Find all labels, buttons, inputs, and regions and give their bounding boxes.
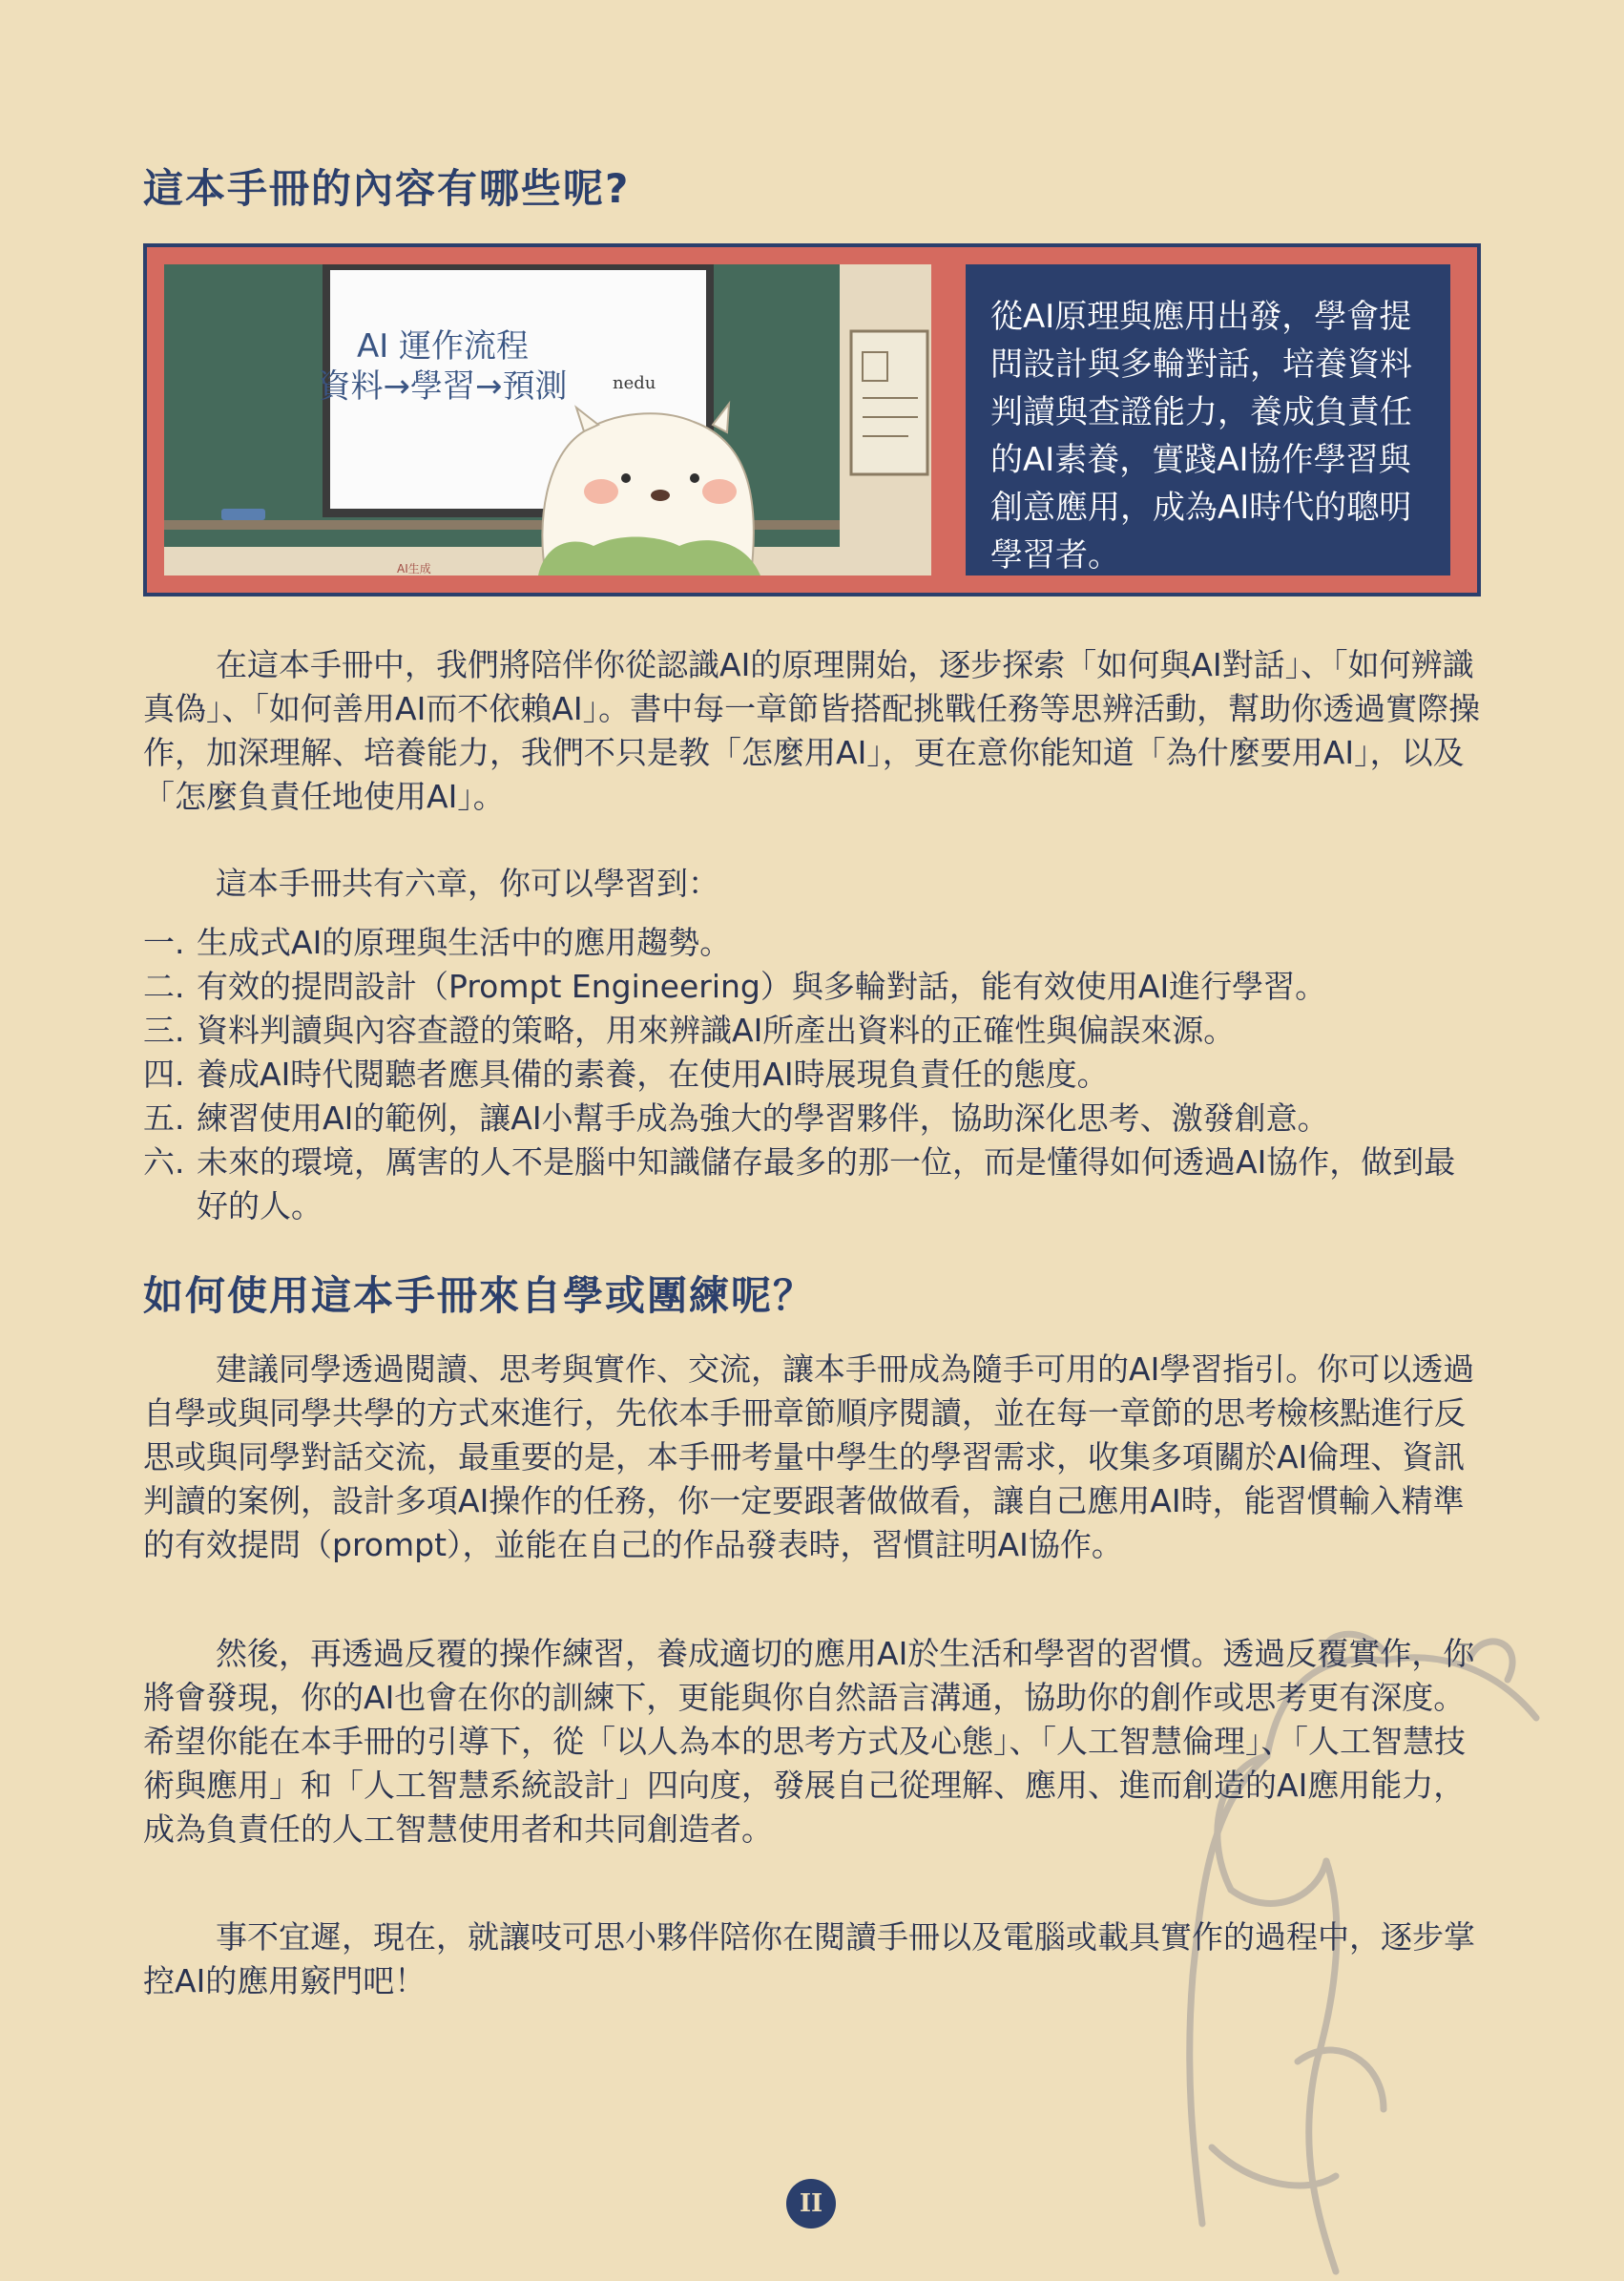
list-text: 練習使用AI的範例，讓AI小幫手成為強大的學習夥伴，協助深化思考、激發創意。 [197, 1099, 1329, 1137]
list-item [143, 1097, 1483, 1140]
board-title: AI 運作流程 [356, 327, 530, 366]
page-number: II [786, 2179, 836, 2229]
list-text: 生成式AI的原理與生活中的應用趨勢。 [197, 924, 732, 961]
usage-paragraph-3: 事不宜遲，現在，就讓吱可思小夥伴陪你在閱讀手冊以及電腦或載具實作的過程中，逐步掌控AI的應用竅門吧！ [143, 1918, 1475, 1999]
classroom-illustration [164, 264, 931, 575]
list-number: 六. [143, 1143, 185, 1181]
list-number: 四. [143, 1056, 185, 1093]
list-number: 五. [143, 1099, 185, 1137]
list-text: 未來的環境，厲害的人不是腦中知識儲存最多的那一位，而是懂得如何透過AI協作，做到最好的人。 [197, 1143, 1456, 1224]
list-item [143, 1009, 1483, 1053]
usage-paragraph-2: 然後，再透過反覆的操作練習，養成適切的應用AI於生活和學習的習慣。透過反覆實作，你將會發現，你的AI也會在你的訓練下，更能與你自然語言溝通，協助你的創作或思考更有深度。希望你能在本手冊的引導下，從「以人為本的思考方式及心態」、「人工智慧倫理」、「人工智慧技術與應用」和「人工智慧系統設計」四向度，發展自己從理解、應用、進而創造的AI應用能力，成為負責任的人工智慧使用者和共同創造者。 [143, 1635, 1475, 1848]
usage-paragraph-1: 建議同學透過閱讀、思考與實作、交流，讓本手冊成為隨手可用的AI學習指引。你可以透過自學或與同學共學的方式來進行，先依本手冊章節順序閱讀，並在每一章節的思考檢核點進行反思或與同學對話交流，最重要的是，本手冊考量中學生的學習需求，收集多項關於AI倫理、資訊判讀的案例，設計多項AI操作的任務，你一定要跟著做做看，讓自己應用AI時，能習慣輸入精準的有效提問（prompt），並能在自己的作品發表時，習慣註明AI協作。 [143, 1350, 1475, 1563]
chapters-lead: 這本手冊共有六章，你可以學習到： [216, 865, 719, 902]
list-text: 資料判讀與內容查證的策略，用來辨識AI所產出資料的正確性與偏誤來源。 [197, 1012, 1236, 1049]
chapter-list [143, 921, 1483, 1228]
list-text: 養成AI時代閱聽者應具備的素養，在使用AI時展現負責任的態度。 [197, 1056, 1109, 1093]
section-heading-contents: 這本手冊的內容有哪些呢? [143, 165, 631, 212]
list-item [143, 1053, 1483, 1097]
list-number: 三. [143, 1012, 185, 1049]
list-number: 二. [143, 968, 185, 1005]
intro-banner [143, 243, 1481, 596]
board-flow: 資料→學習→預測 [318, 367, 568, 406]
ai-generated-note: AI生成 [397, 562, 431, 575]
list-item [143, 1140, 1483, 1228]
section-heading-usage: 如何使用這本手冊來自學或團練呢？ [143, 1272, 816, 1319]
list-number: 一. [143, 924, 185, 961]
intro-paragraph: 在這本手冊中，我們將陪伴你從認識AI的原理開始，逐步探索「如何與AI對話」、「如何辨識真偽」、「如何善用AI而不依賴AI」。書中每一章節皆搭配挑戰任務等思辨活動，幫助你透過實際操作，加深理解、培養能力，我們不只是教「怎麼用AI」，更在意你能知道「為什麼要用AI」，以及「怎麼負責任地使用AI」。 [143, 646, 1481, 815]
list-item [143, 965, 1483, 1009]
list-item [143, 921, 1483, 965]
list-text: 有效的提問設計（Prompt Engineering）與多輪對話，能有效使用AI進行學習。 [197, 968, 1327, 1005]
banner-caption: 從AI原理與應用出發，學會提問設計與多輪對話，培養資料判讀與查證能力，養成負責任的AI素養，實踐AI協作學習與創意應用，成為AI時代的聰明學習者。 [966, 264, 1450, 575]
mascot-badge: nedu [613, 373, 656, 393]
